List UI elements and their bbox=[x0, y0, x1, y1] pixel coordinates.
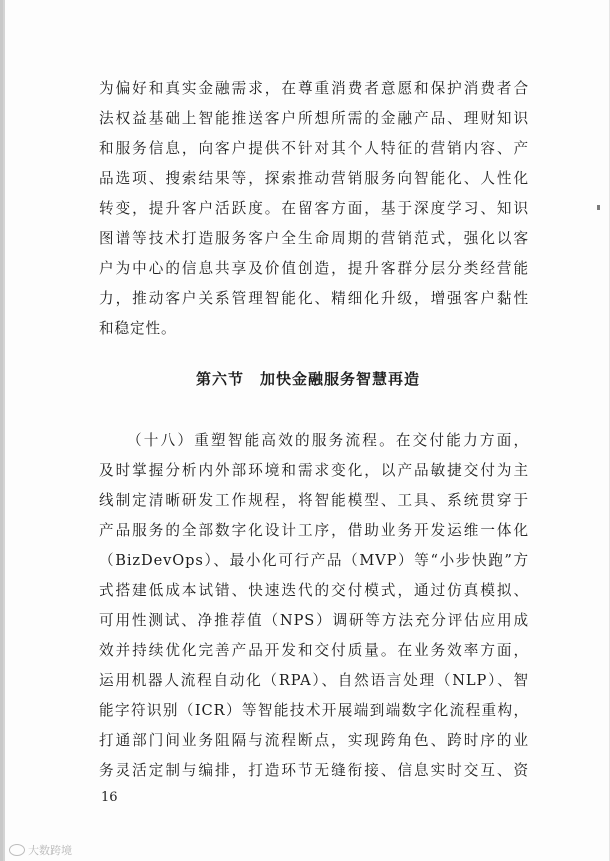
paragraph-2-line: 效并持续优化完善产品开发和交付质量。在业务效率方面， bbox=[99, 642, 529, 659]
paragraph-1-line: 力，推动客户关系管理智能化、精细化升级，增强客户黏性 bbox=[99, 290, 529, 307]
paragraph-2 bbox=[99, 426, 529, 786]
paragraph-2-line: 运用机器人流程自动化（RPA）、自然语言处理（NLP）、智 bbox=[99, 672, 529, 689]
paragraph-2-line: （BizDevOps）、最小化可行产品（MVP）等“小步快跑”方 bbox=[99, 552, 529, 569]
paragraph-2-line: 能字符识别（ICR）等智能技术开展端到端数字化流程重构， bbox=[99, 702, 529, 719]
paragraph-1-line: 品选项、搜索结果等，探索推动营销服务向智能化、人性化 bbox=[99, 170, 529, 187]
watermark-logo-icon bbox=[9, 844, 25, 856]
paragraph-2-line: 务灵活定制与编排，打造环节无缝衔接、信息实时交互、资 bbox=[99, 762, 529, 779]
paragraph-1-line: 户为中心的信息共享及价值创造，提升客群分层分类经营能 bbox=[99, 260, 529, 277]
paragraph-1-line: 和服务信息，向客户提供不针对其个人特征的营销内容、产 bbox=[99, 140, 529, 157]
paragraph-1-line: 转变，提升客户活跃度。在留客方面，基于深度学习、知识 bbox=[99, 200, 529, 217]
page-left-edge bbox=[3, 0, 5, 861]
page-number: 16 bbox=[101, 790, 118, 805]
paragraph-2-line: 可用性测试、净推荐值（NPS）调研等方法充分评估应用成 bbox=[99, 612, 529, 629]
paragraph-1-line: 图谱等技术打造服务客户全生命周期的营销范式，强化以客 bbox=[99, 230, 529, 247]
paragraph-1-line: 和稳定性。 bbox=[99, 320, 177, 337]
section-heading: 第六节 加快金融服务智慧再造 bbox=[195, 370, 420, 388]
paragraph-2-line: 式搭建低成本试错、快速迭代的交付模式，通过仿真模拟、 bbox=[99, 582, 529, 599]
watermark bbox=[9, 842, 72, 858]
paragraph-2-line: （十八）重塑智能高效的服务流程。在交付能力方面， bbox=[127, 432, 529, 449]
paragraph-1 bbox=[99, 74, 529, 344]
paragraph-1-line: 法权益基础上智能推送客户所想所需的金融产品、理财知识 bbox=[99, 110, 529, 127]
watermark-text: 大数跨境 bbox=[28, 844, 72, 857]
paragraph-2-line: 产品服务的全部数字化设计工序，借助业务开发运维一体化 bbox=[99, 522, 529, 539]
paragraph-2-line: 线制定清晰研发工作规程，将智能模型、工具、系统贯穿于 bbox=[99, 492, 529, 509]
paragraph-1-line: 为偏好和真实金融需求，在尊重消费者意愿和保护消费者合 bbox=[99, 80, 529, 97]
paragraph-2-line: 打通部门间业务阻隔与流程断点，实现跨角色、跨时序的业 bbox=[99, 732, 529, 749]
scan-mark bbox=[597, 205, 600, 210]
paragraph-2-line: 及时掌握分析内外部环境和需求变化，以产品敏捷交付为主 bbox=[99, 462, 529, 479]
